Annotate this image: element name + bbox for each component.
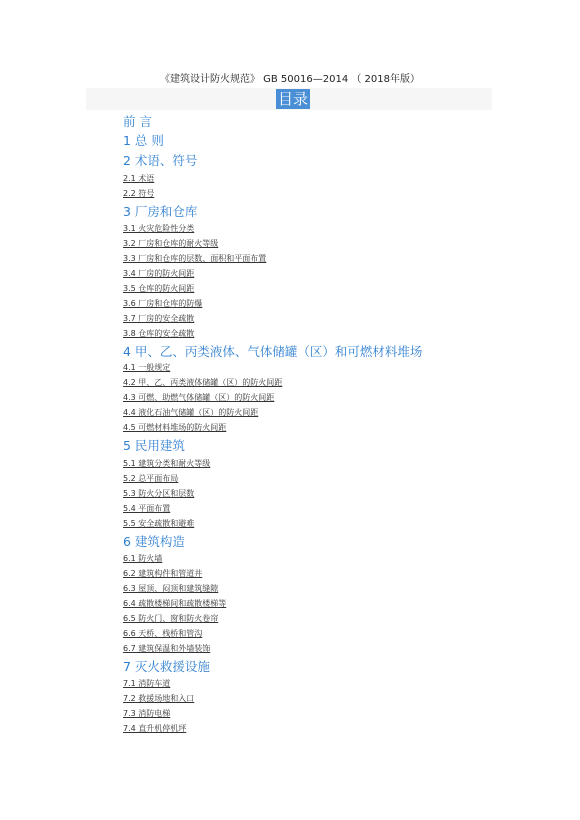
- toc-chapter-link[interactable]: 前 言: [123, 114, 152, 129]
- toc-section-link[interactable]: 4.2 甲、乙、丙类液体储罐（区）的防火间距: [123, 378, 283, 387]
- toc-section-link[interactable]: 5.3 防火分区和层数: [123, 489, 195, 498]
- toc-chapter-link[interactable]: 2 术语、符号: [123, 153, 198, 168]
- toc-section-link[interactable]: 3.3 厂房和仓库的层数、面积和平面布置: [123, 254, 267, 263]
- toc-section-link[interactable]: 6.1 防火墙: [123, 554, 163, 563]
- toc-section-link[interactable]: 6.6 天桥、栈桥和管沟: [123, 629, 203, 638]
- toc-section-link[interactable]: 6.5 防火门、窗和防火卷帘: [123, 614, 219, 623]
- toc-heading: 目录: [278, 90, 309, 108]
- toc-section-link[interactable]: 7.1 消防车道: [123, 679, 171, 688]
- toc-section-link[interactable]: 3.8 仓库的安全疏散: [123, 329, 195, 338]
- toc-chapter-link[interactable]: 7 灭火救援设施: [123, 659, 210, 674]
- toc-section-link[interactable]: 7.3 消防电梯: [123, 709, 171, 718]
- toc-section-link[interactable]: 6.2 建筑构件和管道井: [123, 569, 203, 578]
- toc-section-link[interactable]: 5.2 总平面布局: [123, 474, 179, 483]
- toc-section-link[interactable]: 3.2 厂房和仓库的耐火等级: [123, 239, 219, 248]
- toc-section-link[interactable]: 3.1 火灾危险性分类: [123, 224, 195, 233]
- document-title: 《建筑设计防火规范》 GB 50016—2014 （ 2018年版）: [159, 74, 421, 85]
- toc-section-link[interactable]: 3.4 厂房的防火间距: [123, 269, 195, 278]
- toc-section-link[interactable]: 4.3 可燃、助燃气体储罐（区）的防火间距: [123, 393, 275, 402]
- toc-chapter-link[interactable]: 1 总 则: [123, 133, 164, 148]
- toc-chapter-link[interactable]: 3 厂房和仓库: [123, 204, 198, 219]
- toc-section-link[interactable]: 4.1 一般规定: [123, 363, 171, 372]
- toc-section-link[interactable]: 6.3 屋顶、闷顶和建筑缝隙: [123, 584, 219, 593]
- toc-section-link[interactable]: 5.5 安全疏散和避难: [123, 519, 195, 528]
- toc-chapter-link[interactable]: 4 甲、乙、丙类液体、气体储罐（区）和可燃材料堆场: [123, 344, 423, 359]
- toc-section-link[interactable]: 3.6 厂房和仓库的防爆: [123, 299, 203, 308]
- toc-section-link[interactable]: 3.5 仓库的防火间距: [123, 284, 195, 293]
- toc-section-link[interactable]: 3.7 厂房的安全疏散: [123, 314, 195, 323]
- toc-section-link[interactable]: 7.2 救援场地和入口: [123, 694, 195, 703]
- toc-section-link[interactable]: 2.1 术语: [123, 174, 155, 183]
- toc-section-link[interactable]: 4.5 可燃材料堆场的防火间距: [123, 423, 227, 432]
- toc-section-link[interactable]: 4.4 液化石油气储罐（区）的防火间距: [123, 408, 259, 417]
- toc-chapter-link[interactable]: 6 建筑构造: [123, 534, 185, 549]
- toc-section-link[interactable]: 6.7 建筑保温和外墙装饰: [123, 644, 211, 653]
- toc-chapter-link[interactable]: 5 民用建筑: [123, 438, 185, 453]
- toc-section-link[interactable]: 7.4 直升机停机坪: [123, 724, 187, 733]
- toc-section-link[interactable]: 5.1 建筑分类和耐火等级: [123, 459, 211, 468]
- toc-section-link[interactable]: 6.4 疏散楼梯间和疏散楼梯等: [123, 599, 227, 608]
- toc-section-link[interactable]: 5.4 平面布置: [123, 504, 171, 513]
- toc-section-link[interactable]: 2.2 符号: [123, 189, 155, 198]
